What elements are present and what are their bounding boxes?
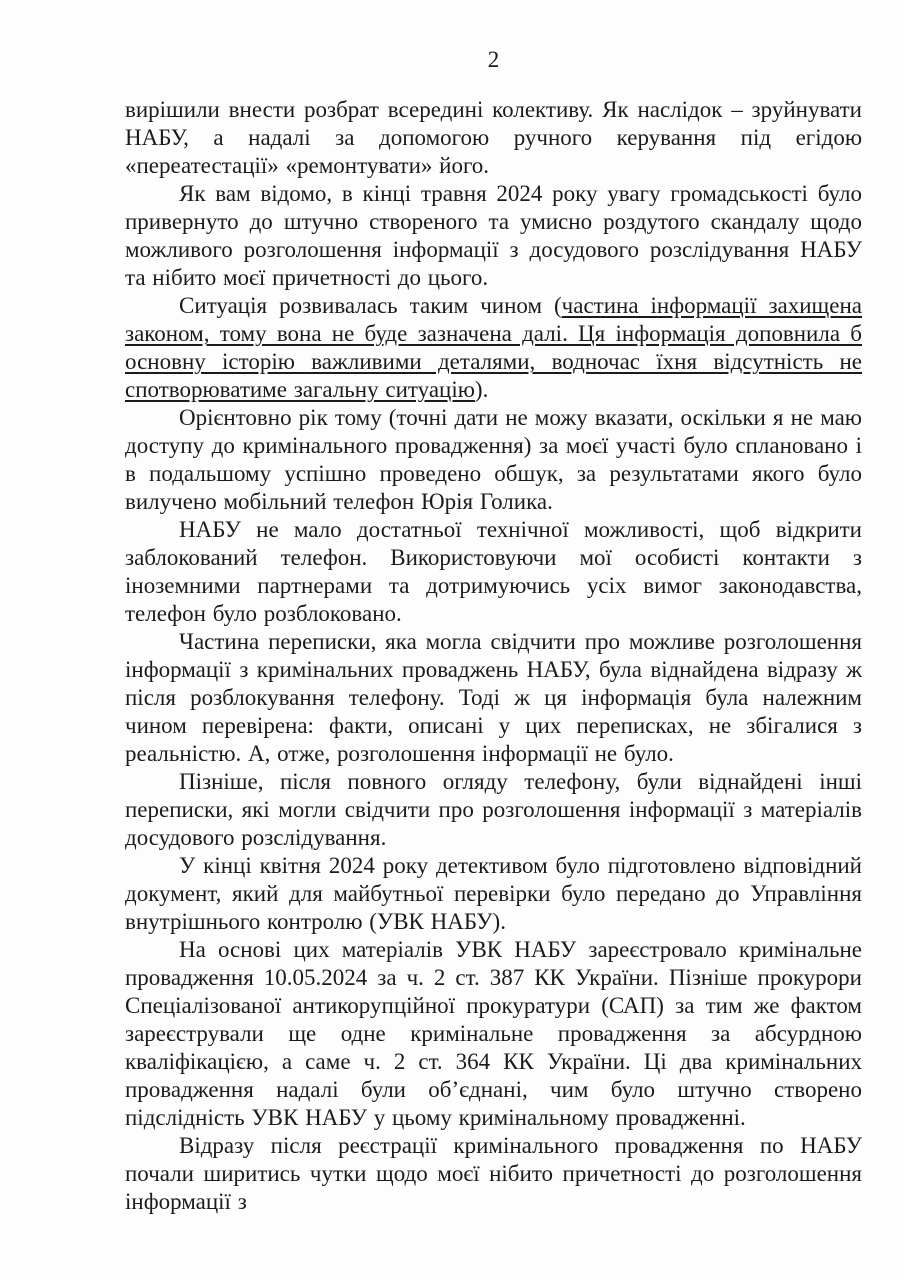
page-number: 2: [487, 47, 500, 72]
text-segment: Орієнтовно рік тому (точні дати не можу вказати, оскільки я не маю доступу до кримінального провадження) за моєї участі було сплановано і в подальшому успішно проведено обшук, за результатами якого було вилучено мобільний телефон Юрія Голика.: [125, 405, 862, 514]
text-segment: ).: [474, 377, 489, 402]
text-segment: Пізніше, після повного огляду телефону, були віднайдені інші переписки, які могли свідчити про розголошення інформації з матеріалів досудового розслідування.: [125, 769, 862, 850]
underlined-text: частина інформації захищена законом, тому вона не буде зазначена далі. Ця інформація доповнила б основну історію важливими деталями, водночас їхня відсутність не спотворюватиме загальну ситуацію: [125, 293, 862, 402]
text-segment: НАБУ не мало достатньої технічної можливості, щоб відкрити заблокований телефон. Використовуючи мої особисті контакти з іноземними партнерами та дотримуючись усіх вимог законодавства, телефон було розблоковано.: [125, 517, 862, 626]
text-segment: вирішили внести розбрат всередині колективу. Як наслідок – зруйнувати НАБУ, а надалі за допомогою ручного керування під егідою «переатестації» «ремонтувати» його.: [125, 97, 862, 178]
text-segment: У кінці квітня 2024 року детективом було підготовлено відповідний документ, який для майбутньої перевірки було передано до Управління внутрішнього контролю (УВК НАБУ).: [125, 853, 862, 934]
paragraph: [125, 1132, 862, 1216]
text-segment: Як вам відомо, в кінці травня 2024 року увагу громадськості було привернуто до штучно створеного та умисно роздутого скандалу щодо можливого розголошення інформації з досудового розслідування НАБУ та нібито моєї причетності до цього.: [125, 181, 862, 290]
text-segment: На основі цих матеріалів УВК НАБУ зареєстровало кримінальне провадження 10.05.2024 за ч. 2 ст. 387 КК України. Пізніше прокурори Спеціалізованої антикорупційної прокуратури (САП) за тим же фактом зареєстрували ще одне кримінальне провадження за абсурдною кваліфікацією, а саме ч. 2 ст. 364 КК України. Ці два кримінальних провадження надалі були об’єднані, чим було штучно створено підслідність УВК НАБУ у цьому кримінальному провадженні.: [125, 937, 862, 1130]
paragraph: [125, 628, 862, 768]
paragraph: [125, 292, 862, 404]
paragraph: [125, 404, 862, 516]
paragraph: [125, 180, 862, 292]
paragraph: [125, 936, 862, 1132]
paragraph: [125, 852, 862, 936]
text-segment: Ситуація розвивалась таким чином (: [179, 293, 562, 318]
paragraph: [125, 516, 862, 628]
document-body: [125, 96, 862, 1216]
paragraph: [125, 96, 862, 180]
text-segment: Відразу після реєстрації кримінального провадження по НАБУ почали ширитись чутки щодо моєї нібито причетності до розголошення інформації з: [125, 1133, 862, 1214]
text-segment: Частина переписки, яка могла свідчити про можливе розголошення інформації з кримінальних проваджень НАБУ, була віднайдена відразу ж після розблокування телефону. Тоді ж ця інформація була належним чином перевірена: факти, описані у цих переписках, не збігалися з реальністю. А, отже, розголошення інформації не було.: [125, 629, 862, 766]
paragraph: [125, 768, 862, 852]
